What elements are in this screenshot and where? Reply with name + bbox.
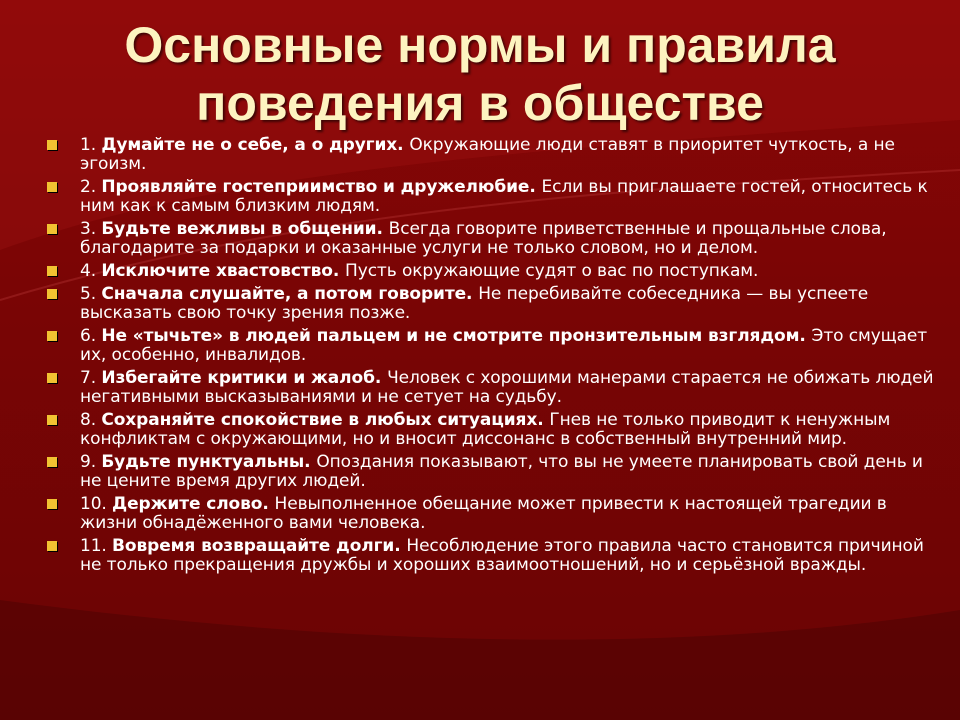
rule-heading: Будьте пунктуальны. (101, 452, 317, 472)
square-bullet-icon (47, 499, 57, 509)
rule-text: Всегда говорите приветственные и прощальные слова, благодарите за подарки и оказанные услуги не только словом, но и делом. (80, 219, 887, 258)
square-bullet-icon (47, 373, 57, 383)
square-bullet-icon (47, 224, 57, 234)
slide-title (0, 16, 960, 132)
rule-text: Человек с хорошими манерами старается не обижать людей негативными высказываниями и не сетует на судьбу. (80, 368, 934, 407)
rule-heading: Избегайте критики и жалоб. (101, 368, 388, 388)
rule-item-9 (44, 453, 939, 491)
rule-text: Окружающие люди ставят в приоритет чуткость, а не эгоизм. (80, 135, 895, 174)
rule-text: Опоздания показывают, что вы не умеете планировать свой день и не цените время других людей. (80, 452, 923, 491)
rule-item-8 (44, 411, 939, 449)
rule-heading: Не «тычьте» в людей пальцем и не смотрите пронзительным взглядом. (101, 326, 812, 346)
rule-heading: Держите слово. (112, 494, 275, 514)
rule-heading: Исключите хвастовство. (101, 261, 346, 281)
rule-item-3 (44, 220, 939, 258)
rule-number: 10. (80, 494, 113, 514)
rule-heading: Сначала слушайте, а потом говорите. (101, 284, 479, 304)
rule-text: Не перебивайте собеседника — вы успеете высказать свою точку зрения позже. (80, 284, 869, 323)
rule-number: 11. (80, 536, 113, 556)
rule-number: 5. (80, 284, 102, 304)
rule-number: 6. (80, 326, 102, 346)
rule-text: Если вы приглашаете гостей, относитесь к ним как к самым близким людям. (80, 177, 928, 216)
square-bullet-icon (47, 266, 57, 276)
square-bullet-icon (47, 457, 57, 467)
rule-heading: Будьте вежливы в общении. (101, 219, 389, 239)
rule-item-7 (44, 369, 939, 407)
rule-heading: Думайте не о себе, а о других. (101, 135, 410, 155)
square-bullet-icon (47, 140, 57, 150)
square-bullet-icon (47, 415, 57, 425)
rule-number: 9. (80, 452, 102, 472)
rule-item-5 (44, 285, 939, 323)
rule-text: Это смущает их, особенно, инвалидов. (80, 326, 928, 365)
rule-number: 7. (80, 368, 102, 388)
rule-item-11 (44, 537, 939, 575)
rule-item-10 (44, 495, 939, 533)
rule-heading: Сохраняйте спокойствие в любых ситуациях. (101, 410, 550, 430)
rule-heading: Вовремя возвращайте долги. (112, 536, 407, 556)
rule-text: Гнев не только приводит к ненужным конфликтам с окружающими, но и вносит диссонанс в собственный внутренний мир. (80, 410, 891, 449)
rule-heading: Проявляйте гостеприимство и дружелюбие. (101, 177, 542, 197)
rule-item-2 (44, 178, 939, 216)
rule-item-1 (44, 136, 939, 174)
slide-title-line-1: Основные нормы и правила (124, 17, 836, 73)
rule-text: Пусть окружающие судят о вас по поступкам. (345, 261, 759, 281)
rule-item-4 (44, 262, 939, 281)
rules-list (44, 136, 939, 579)
slide-title-line-2: поведения в обществе (196, 75, 764, 131)
rule-number: 2. (80, 177, 102, 197)
rule-text: Несоблюдение этого правила часто становится причиной не только прекращения дружбы и хороших взаимоотношений, но и серьёзной вражды. (80, 536, 924, 575)
square-bullet-icon (47, 182, 57, 192)
rule-number: 1. (80, 135, 102, 155)
square-bullet-icon (47, 289, 57, 299)
square-bullet-icon (47, 541, 57, 551)
rule-text: Невыполненное обещание может привести к настоящей трагедии в жизни обнадёженного вами человека. (80, 494, 887, 533)
rule-item-6 (44, 327, 939, 365)
square-bullet-icon (47, 331, 57, 341)
rule-number: 4. (80, 261, 102, 281)
rule-number: 8. (80, 410, 102, 430)
rule-number: 3. (80, 219, 102, 239)
